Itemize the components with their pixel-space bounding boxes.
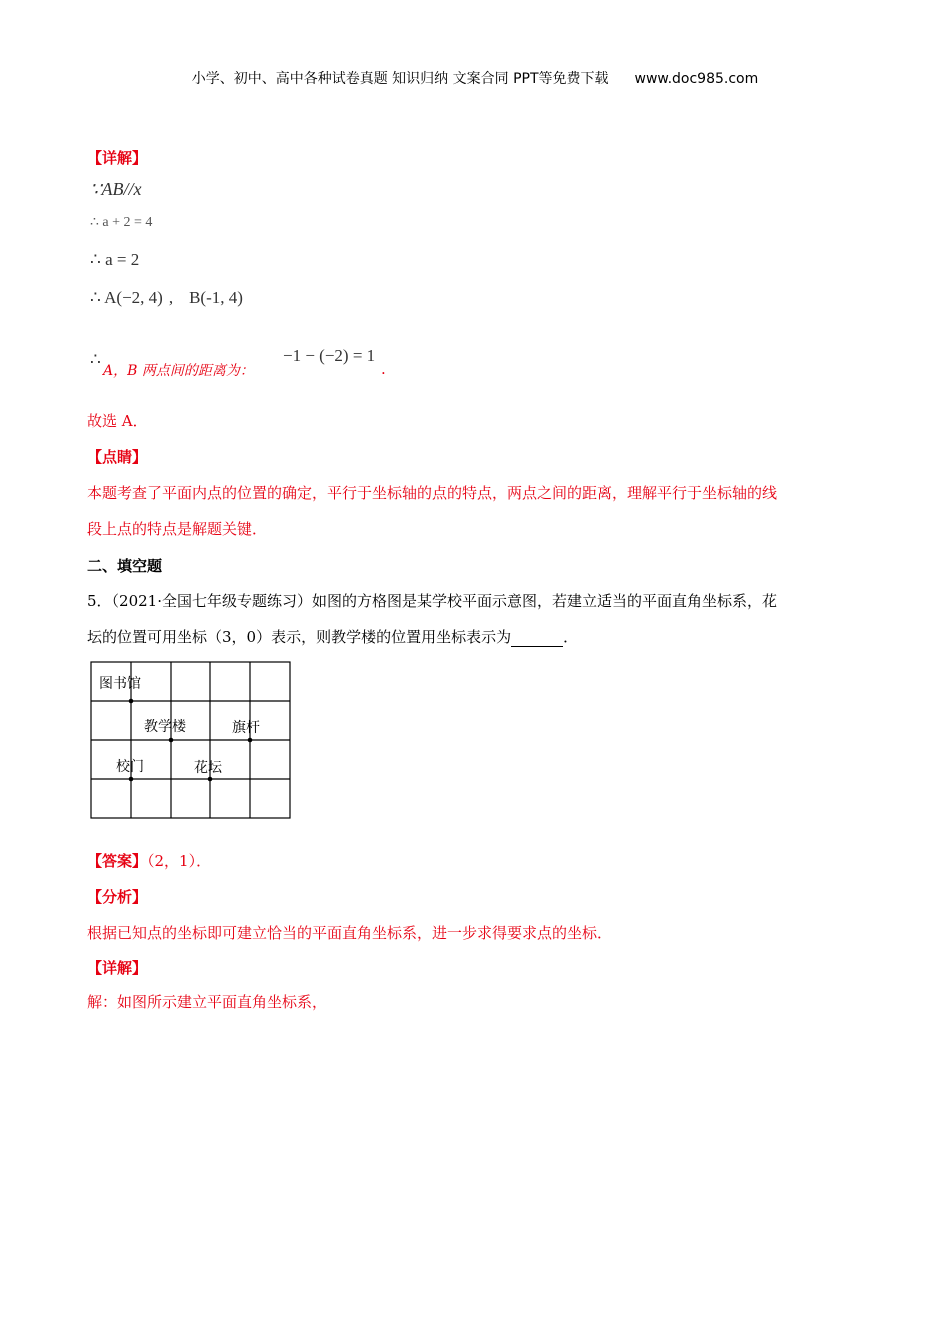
label-flagpole: 旗杆 [232, 720, 260, 736]
flower-bed-dot [208, 777, 213, 782]
q5-detail-text: 解：如图所示建立平面直角坐标系， [87, 993, 328, 1011]
therefore-symbol: ∴ [90, 350, 101, 369]
point-b: B(-1, 4) [189, 288, 243, 307]
q5-line-2 [87, 626, 578, 647]
analysis-title: 【分析】 [87, 888, 148, 906]
teaching-building-dot [169, 738, 174, 743]
header-site[interactable]: www.doc985.com [634, 71, 759, 87]
library-dot [129, 699, 134, 704]
answer-value: （2，1）． [147, 852, 212, 870]
comment-title: 【点睛】 [87, 448, 148, 466]
step-parallel: ∵AB//x [90, 179, 142, 199]
step-points [90, 288, 243, 308]
q5-line-2-text: 坛的位置可用坐标（3，0）表示，则教学楼的位置用坐标表示为 [87, 628, 512, 646]
q5-line-2-end: ． [563, 628, 579, 646]
label-school-gate: 校门 [116, 759, 144, 775]
distance-label [103, 360, 254, 380]
step-solve-a: ∴ a = 2 [90, 250, 140, 269]
comment-line-1: 本题考查了平面内点的位置的确定，平行于坐标轴的点的特点，两点之间的距离，理解平行于坐标轴的线 [87, 484, 778, 502]
choice-text: 故选 A． [87, 412, 148, 430]
school-grid-map [90, 661, 291, 819]
detail-title: 【详解】 [87, 149, 148, 167]
q5-detail-title: 【详解】 [87, 959, 148, 977]
comment-line-2: 段上点的特点是解题关键． [87, 520, 268, 538]
label-library: 图书馆 [99, 676, 141, 692]
section-title: 二、填空题 [87, 557, 163, 575]
analysis-text: 根据已知点的坐标即可建立恰当的平面直角坐标系，进一步求得要求点的坐标． [87, 924, 613, 942]
answer-blank [511, 631, 563, 647]
page-header [0, 68, 950, 88]
school-gate-dot [129, 777, 134, 782]
distance-math: −1 − (−2) = 1 [283, 346, 376, 365]
header-text: 小学、初中、高中各种试卷真题 知识归纳 文案合同 PPT等免费下载 [191, 71, 609, 87]
distance-end: . [381, 360, 386, 378]
distance-text: A，B 两点间的距离为： [103, 363, 254, 379]
answer-line [87, 850, 211, 871]
label-flower-bed: 花坛 [194, 760, 222, 776]
point-separator: , [168, 288, 174, 307]
label-teaching-building: 教学楼 [144, 719, 186, 735]
step-equation: ∴ a + 2 = 4 [90, 215, 153, 230]
answer-title: 【答案】 [87, 852, 148, 870]
flagpole-dot [248, 738, 253, 743]
point-a: ∴ A(−2, 4) [90, 288, 163, 307]
q5-line-1: 5．（2021·全国七年级专题练习）如图的方格图是某学校平面示意图，若建立适当的平面直角坐标系，花 [87, 592, 777, 610]
